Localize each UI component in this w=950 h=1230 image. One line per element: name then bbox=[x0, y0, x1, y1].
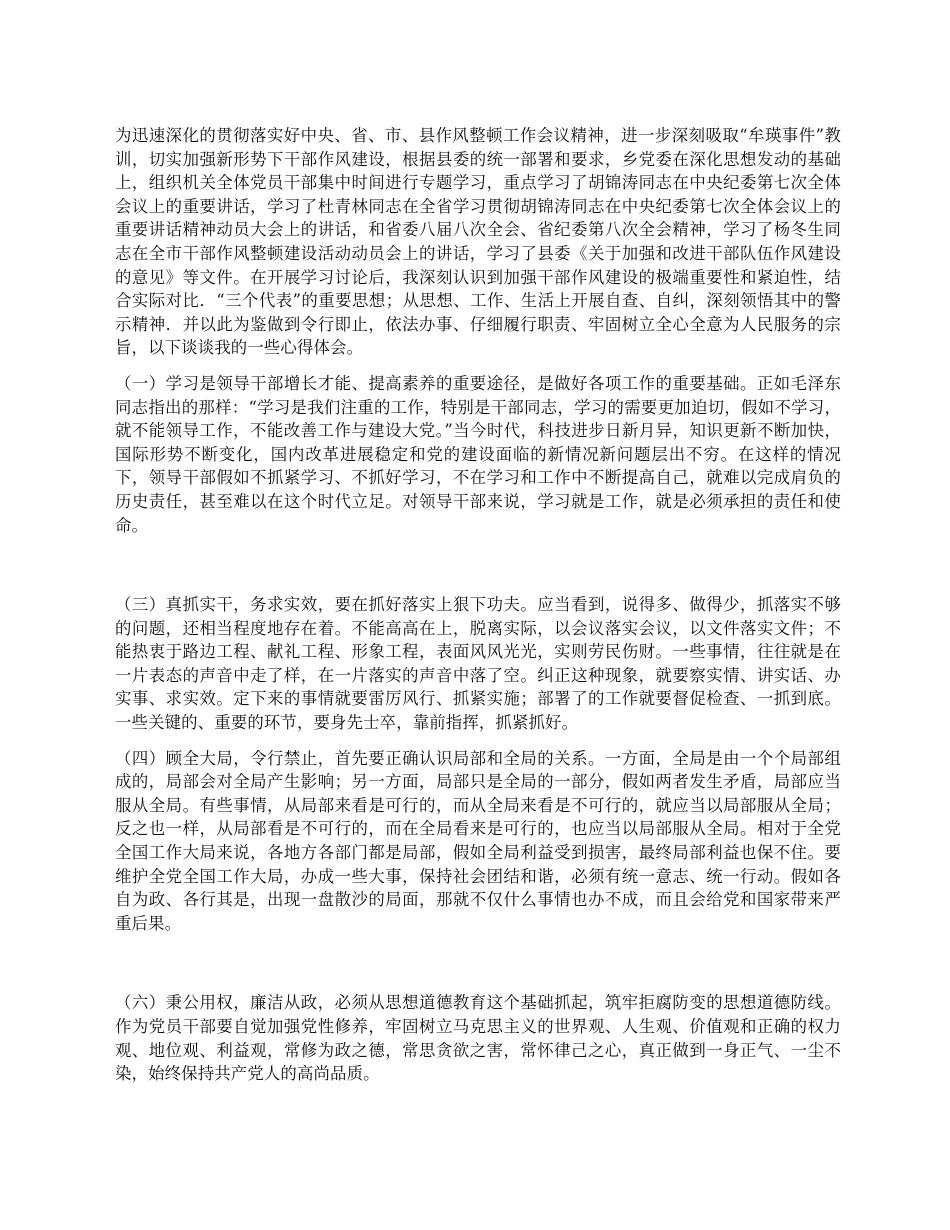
document-body bbox=[115, 124, 841, 1086]
section-gap bbox=[115, 935, 841, 991]
paragraph-section-6: （六）秉公用权，廉洁从政，必须从思想道德教育这个基础抓起，筑牢拒腐防变的思想道德防线。作为党员干部要自觉加强党性修养，牢固树立马克思主义的世界观、人生观、价值观和正确的权力观、地位观、利益观，常修为政之德，常思贪欲之害，常怀律己之心，真正做到一身正气、一尘不染，始终保持共产党人的高尚品质。 bbox=[115, 993, 841, 1084]
paragraph-spacer bbox=[115, 735, 841, 747]
paragraph-section-4: （四）顾全大局，令行禁止，首先要正确认识局部和全局的关系。一方面，全局是由一个个局部组成的，局部会对全局产生影响；另一方面，局部只是全局的一部分，假如两者发生矛盾，局部应当服从全局。有些事情，从局部来看是可行的，而从全局来看是不可行的，就应当以局部服从全局；反之也一样，从局部看是不可行的，而在全局看来是可行的，也应当以局部服从全局。相对于全党全国工作大局来说，各地方各部门都是局部，假如全局利益受到损害，最终局部利益也保不住。要维护全党全国工作大局，办成一些大事，保持社会团结和谐，必须有统一意志、统一行动。假如各自为政、各行其是，出现一盘散沙的局面，那就不仅什么事情也办不成，而且会给党和国家带来严重后果。 bbox=[115, 748, 841, 933]
paragraph-intro: 为迅速深化的贯彻落实好中央、省、市、县作风整顿工作会议精神，进一步深刻吸取“牟瑛事件”教训，切实加强新形势下干部作风建设，根据县委的统一部署和要求，乡党委在深化思想发动的基础上，组织机关全体党员干部集中时间进行专题学习，重点学习了胡锦涛同志在中央纪委第七次全体会议上的重要讲话，学习了杜青林同志在全省学习贯彻胡锦涛同志在中央纪委第七次全体会议上的重要讲话精神动员大会上的讲话，和省委八届八次全会、省纪委第八次全会精神，学习了杨冬生同志在全市干部作风整顿建设活动动员会上的讲话，学习了县委《关于加强和改进干部队伍作风建设的意见》等文件。在开展学习讨论后，我深刻认识到加强干部作风建设的极端重要性和紧迫性，结合实际对比．“三个代表”的重要思想；从思想、工作、生活上开展自查、自纠，深刻领悟其中的警示精神．并以此为鉴做到令行即止，依法办事、仔细履行职责、牢固树立全心全意为人民服务的宗旨，以下谈谈我的一些心得体会。 bbox=[115, 126, 841, 358]
paragraph-spacer bbox=[115, 360, 841, 372]
section-gap bbox=[115, 537, 841, 593]
paragraph-section-1: （一）学习是领导干部增长才能、提高素养的重要途径，是做好各项工作的重要基础。正如毛泽东同志指出的那样：“学习是我们注重的工作，特别是干部同志，学习的需要更加迫切，假如不学习，就不能领导工作，不能改善工作与建设大党。”当今时代，科技进步日新月异，知识更新不断加快，国际形势不断变化，国内改革进展稳定和党的建设面临的新情况新问题层出不穷。在这样的情况下，领导干部假如不抓紧学习、不抓好学习，不在学习和工作中不断提高自己，就难以完成肩负的历史责任，甚至难以在这个时代立足。对领导干部来说，学习就是工作，就是必须承担的责任和使命。 bbox=[115, 373, 841, 535]
paragraph-section-3: （三）真抓实干，务求实效，要在抓好落实上狠下功夫。应当看到，说得多、做得少，抓落实不够的问题，还相当程度地存在着。不能高高在上，脱离实际，以会议落实会议，以文件落实文件；不能热衷于路边工程、献礼工程、形象工程，表面风风光光，实则劳民伤财。一些事情，往往就是在一片表态的声音中走了样，在一片落实的声音中落了空。纠正这种现象，就要察实情、讲实话、办实事、求实效。定下来的事情就要雷厉风行、抓紧实施；部署了的工作就要督促检查、一抓到底。一些关键的、重要的环节，要身先士卒，靠前指挥，抓紧抓好。 bbox=[115, 595, 841, 733]
